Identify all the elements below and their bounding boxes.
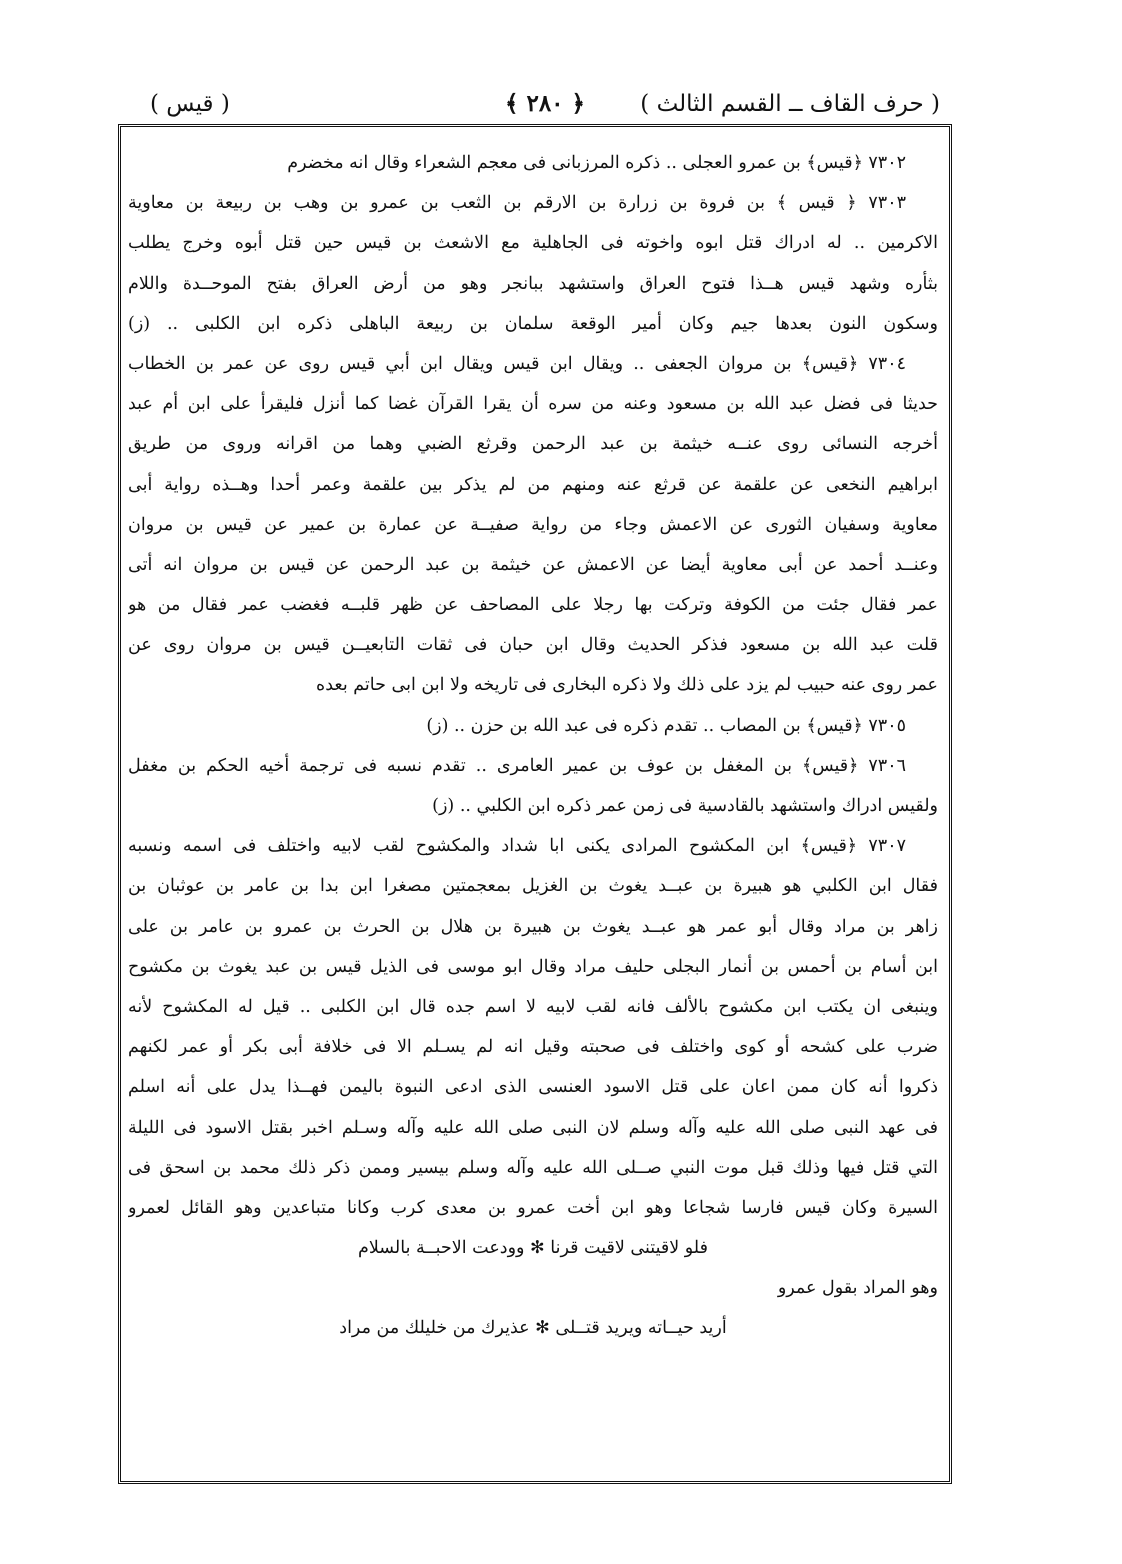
text-line: بثأره وشهد قيس هــذا فتوح العراق واستشهد ببانجر وهو من أرض العراق بفتح الموحــدة واللام [128, 273, 938, 294]
text-line: أريد حيــاته ويريد قتــلى ✻ عذيرك من خليلك من مراد [339, 1318, 727, 1339]
text-line: معاوية وسفيان الثورى عن الاعمش وجاء من رواية صفيــة عن عمارة بن عمير عن قيس بن مروان [128, 514, 938, 535]
text-line: عمر فقال جئت من الكوفة وتركت بها رجلا على المصاحف عن ظهر قلبــه فغضب عمر فقال من هو [128, 595, 938, 616]
page-number: ﴿ ٢٨٠ ﴾ [504, 90, 586, 117]
text-line: ولقيس ادراك واستشهد بالقادسية فى زمن عمر ذكره ابن الكلبي .. (ز) [432, 796, 938, 816]
page-header [150, 84, 940, 124]
text-line: التي قتل فيها وذلك قبل موت النبي صــلى الله عليه وآله وسلم بيسير وممن ذكر ذلك محمد بن اسحق فى [128, 1157, 938, 1178]
text-line: حديثا فى فضل عبد الله بن مسعود وعنه من سره أن يقرا القرآن غضا كما أنزل فليقرأ على ابن أم عبد [128, 394, 938, 415]
text-line: ٧٣٠٣ ﴿ قيس ﴾ بن فروة بن زرارة بن الارقم بن الثعب بن عمرو بن وهب بن ربيعة بن معاوية [128, 193, 906, 214]
page-body [128, 143, 938, 1349]
text-line: فلو لاقيتنى لاقيت قرنا ✻ وودعت الاحبــة بالسلام [358, 1238, 708, 1259]
text-line: وسكون النون بعدها جيم وكان أمير الوقعة سلمان بن ربيعة الباهلى ذكره ابن الكلبى .. (ز) [128, 313, 938, 334]
text-line: زاهر بن مراد وقال أبو عمر هو عبــد يغوث بن هبيرة بن هلال بن الحرث بن عمرو بن عامر بن على [128, 916, 938, 937]
text-line: ذكروا أنه كان ممن اعان على قتل الاسود العنسى الذى ادعى النبوة باليمن فهــذا يدل على أنه اسلم [128, 1077, 938, 1098]
header-entry-name: ( قيس ) [150, 91, 230, 117]
text-line: عمر روى عنه حبيب لم يزد على ذلك ولا ذكره البخارى فى تاريخه ولا ابن ابى حاتم بعده [316, 675, 938, 696]
header-section-title: ( حرف القاف ــ القسم الثالث ) [640, 91, 940, 117]
text-line: قلت عبد الله بن مسعود فذكر الحديث وقال ابن حبان فى ثقات التابعيــن قيس بن مروان روى عن [128, 635, 938, 656]
text-line: ٧٣٠٢ ﴿قيس﴾ بن عمرو العجلى .. ذكره المرزبانى فى معجم الشعراء وقال انه مخضرم [287, 153, 906, 173]
text-line: ابراهيم النخعى عن علقمة عن قرثع عنه ومنهم من لم يذكر بين علقمة وعمر أحدا وهــذه رواية أبى [128, 474, 938, 495]
text-line: ضرب على كشحه أو كوى واختلف فى صحبته وقيل انه لم يسـلم الا فى خلافة أبى بكر أو عمر لكنهم [128, 1037, 938, 1058]
text-line: وعنــد أحمد عن أبى معاوية أيضا عن الاعمش عن خيثمة بن عبد الرحمن عن قيس بن مروان انه أتى [128, 554, 938, 575]
text-line: وهو المراد بقول عمرو [777, 1278, 938, 1299]
text-line: فى عهد النبى صلى الله عليه وآله وسلم لان النبى صلى الله عليه وآله وسـلم اخبر بقتل الاسود فى الليلة [128, 1117, 938, 1138]
text-line: أخرجه النسائى روى عنــه خيثمة بن عبد الرحمن وقرثع الضبي وهما من اقرانه وروى من طريق [128, 434, 938, 455]
text-line: ٧٣٠٦ ﴿قيس﴾ بن المغفل بن عوف بن عمير العامرى .. تقدم نسبه فى ترجمة أخيه الحكم بن مغفل [128, 755, 906, 776]
text-line: ابن أسام بن أحمس بن أنمار البجلى حليف مراد وقال ابو موسى فى الذيل قيس بن عبد يغوث بن مكشوح [128, 956, 938, 977]
text-line: السيرة وكان قيس فارسا شجاعا وهو ابن أخت عمرو بن معدى كرب وكانا متباعدين وهو القائل لعمرو [128, 1197, 938, 1218]
text-line: ٧٣٠٤ ﴿قيس﴾ بن مروان الجعفى .. ويقال ابن قيس ويقال ابن أبي قيس روى عن عمر بن الخطاب [128, 353, 906, 374]
text-line: وينبغى ان يكتب ابن مكشوح بالألف فانه لقب لابيه لا اسم جده قال ابن الكلبى .. قيل له المكشوح لأنه [128, 996, 938, 1017]
text-line: فقال ابن الكلبي هو هبيرة بن عبــد يغوث بن الغزيل بمعجمتين مصغرا ابن بدا بن عامر بن عوثبان بن [128, 876, 938, 897]
text-line: الاكرمين .. له ادراك قتل ابوه واخوته فى الجاهلية مع الاشعث بن قيس حين قتل أبوه وخرج يطلب [128, 233, 938, 254]
text-line: ٧٣٠٧ ﴿قيس﴾ ابن المكشوح المرادى يكنى ابا شداد والمكشوح لقب لابيه واختلف فى اسمه ونسبه [128, 836, 906, 857]
text-line: ٧٣٠٥ ﴿قيس﴾ بن المصاب .. تقدم ذكره فى عبد الله بن حزن .. (ز) [426, 715, 906, 736]
